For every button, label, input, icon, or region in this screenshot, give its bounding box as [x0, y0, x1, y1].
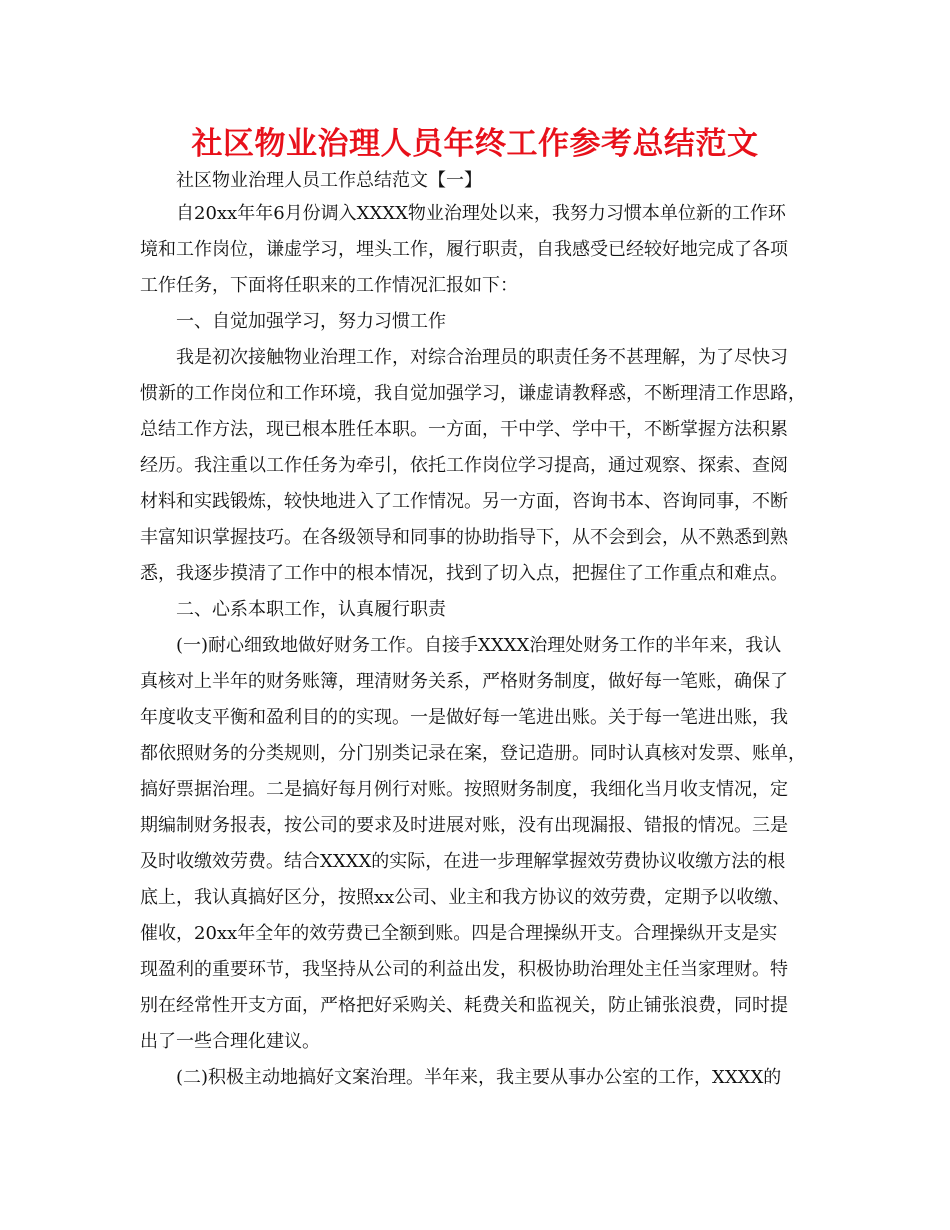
- section-heading: 一、自觉加强学习，努力习惯工作: [176, 311, 446, 332]
- paragraph-line: 自20xx年年6月份调入XXXX物业治理处以来，我努力习惯本单位新的工作环: [176, 203, 786, 224]
- paragraph-line: 期编制财务报表，按公司的要求及时进展对账，没有出现漏报、错报的情况。三是: [140, 815, 788, 836]
- paragraph-line: 及时收缴效劳费。结合XXXX的实际，在进一步理解掌握效劳费协议收缴方法的根: [140, 851, 786, 872]
- paragraph-line: 现盈利的重要环节，我坚持从公司的利益出发，积极协助治理处主任当家理财。特: [140, 959, 788, 980]
- paragraph-line: 我是初次接触物业治理工作，对综合治理员的职责任务不甚理解，为了尽快习: [176, 347, 788, 368]
- paragraph-line: 出了一些合理化建议。: [140, 1031, 320, 1052]
- paragraph-line: 底上，我认真搞好区分，按照xx公司、业主和我方协议的效劳费，定期予以收缴、: [140, 887, 791, 908]
- paragraph-line: 境和工作岗位，谦虚学习，埋头工作，履行职责，自我感受已经较好地完成了各项: [140, 239, 788, 260]
- paragraph-line: 总结工作方法，现已根本胜任本职。一方面，干中学、学中干，不断掌握方法积累: [140, 419, 788, 440]
- section-heading: 二、心系本职工作，认真履行职责: [176, 599, 446, 620]
- paragraph-line: 年度收支平衡和盈利目的的实现。一是做好每一笔进出账。关于每一笔进出账，我: [140, 707, 788, 728]
- paragraph-line: 搞好票据治理。二是搞好每月例行对账。按照财务制度，我细化当月收支情况，定: [140, 779, 788, 800]
- paragraph-line: 丰富知识掌握技巧。在各级领导和同事的协助指导下，从不会到会，从不熟悉到熟: [140, 527, 788, 548]
- paragraph-line: 都依照财务的分类规则，分门别类记录在案，登记造册。同时认真核对发票、账单，: [140, 743, 806, 764]
- paragraph-line: 材料和实践锻炼，较快地进入了工作情况。另一方面，咨询书本、咨询同事，不断: [140, 491, 788, 512]
- paragraph-line: (一)耐心细致地做好财务工作。自接手XXXX治理处财务工作的半年来，我认: [176, 635, 782, 656]
- paragraph-line: 经历。我注重以工作任务为牵引，依托工作岗位学习提高，通过观察、探索、查阅: [140, 455, 788, 476]
- paragraph-line: 工作任务，下面将任职来的工作情况汇报如下：: [140, 275, 518, 296]
- paragraph-line: 真核对上半年的财务账簿，理清财务关系，严格财务制度，做好每一笔账，确保了: [140, 671, 788, 692]
- paragraph-line: 催收，20xx年全年的效劳费已全额到账。四是合理操纵开支。合理操纵开支是实: [140, 923, 778, 944]
- paragraph-line: 悉，我逐步摸清了工作中的根本情况，找到了切入点，把握住了工作重点和难点。: [140, 563, 788, 584]
- subtitle: 社区物业治理人员工作总结范文【一】: [176, 170, 482, 191]
- paragraph-line: 惯新的工作岗位和工作环境，我自觉加强学习，谦虚请教释惑，不断理清工作思路，: [140, 383, 806, 404]
- paragraph-line: (二)积极主动地搞好文案治理。半年来，我主要从事办公室的工作，XXXX的: [176, 1067, 782, 1088]
- document-title: 社区物业治理人员年终工作参考总结范文: [191, 126, 759, 162]
- paragraph-line: 别在经常性开支方面，严格把好采购关、耗费关和监视关，防止铺张浪费，同时提: [140, 995, 788, 1016]
